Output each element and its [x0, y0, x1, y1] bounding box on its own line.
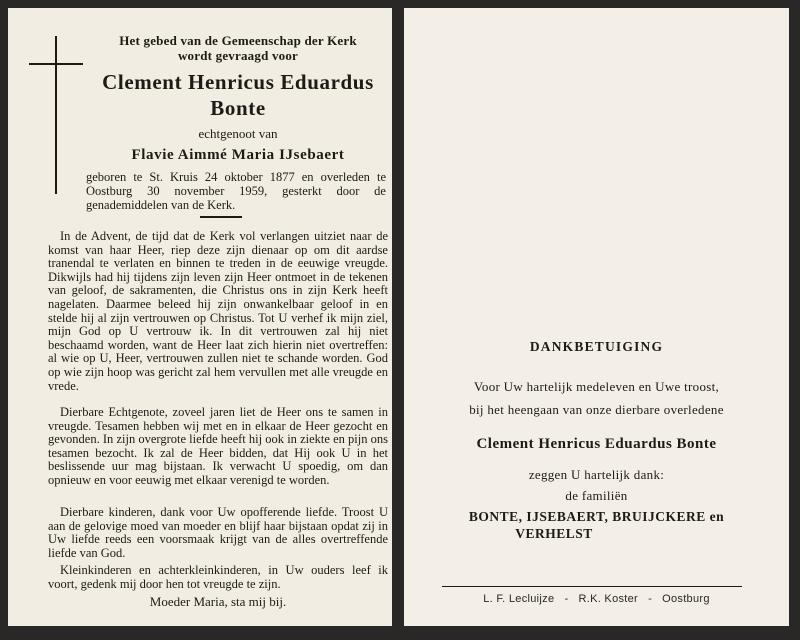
- printer-divider: [442, 586, 742, 587]
- thanks-title: DANKBETUIGING: [529, 339, 664, 354]
- memorial-paragraph-3: Dierbare kinderen, dank voor Uw opofferende liefde. Troost U aan de gelovige moed van moeder en blijf haar bijstaan opdat zij in Uw liefde reeds een voorsmaak krijgt van de alles overtreffende liefde van God.: [48, 505, 388, 560]
- intro-line-1: Het gebed van de Gemeenschap der Kerk: [119, 33, 357, 48]
- divider: [200, 216, 242, 218]
- deceased-name-line-2: Bonte: [210, 96, 266, 120]
- thanks-line-4: de familiën: [565, 488, 628, 503]
- intro-line-2: wordt gevraagd voor: [177, 48, 299, 63]
- thanks-line-1: Voor Uw hartelijk medeleven en Uwe troost,: [473, 379, 720, 394]
- cross-icon: [55, 36, 57, 194]
- closing-prayer: Moeder Maria, sta mij bij.: [149, 594, 287, 609]
- families-line-2: VERHELST: [515, 526, 593, 541]
- biography: geboren te St. Kruis 24 oktober 1877 en overleden te Oostburg 30 november 1959, gesterkt door de genademiddelen van de Kerk.: [86, 170, 386, 212]
- thanks-deceased-name: Clement Henricus Eduardus Bonte: [476, 436, 717, 452]
- deceased-name-line-1: Clement Henricus Eduardus: [102, 70, 374, 94]
- spouse-label: echtgenoot van: [198, 126, 278, 141]
- thanks-line-2: bij het heengaan van onze dierbare overledene: [469, 402, 724, 417]
- printer-credit: L. F. Lecluijze - R.K. Koster - Oostburg: [483, 593, 710, 605]
- memorial-paragraph-4: Kleinkinderen en achterkleinkinderen, in Uw ouders leef ik voort, gedenk mij door hen tot vreugde te zijn.: [48, 563, 388, 591]
- memorial-card-left: [8, 8, 392, 626]
- cross-icon-crossbar: [29, 63, 83, 65]
- memorial-paragraph-1: In de Advent, de tijd dat de Kerk vol verlangen uitziet naar de komst van haar Heer, riep deze zijn dienaar op om dit aardse tranendal te verlaten en binnen te treden in de eeuwige vreugde. Dikwijls had hij tijdens zijn leven zijn Heer ontmoet in de tekenen van geloof, de sakramenten, die Christus ons in zijn Kerk heeft nagelaten. Daarmee beleed hij zijn onwankelbaar geloof in en stelde hij al zijn vertrouwen op Christus. Tot U verhef ik mijn ziel, mijn God op U vertrouw ik. In dit vertrouwen zal hij niet beschaamd worden, want de Heer laat zich hierin niet overtreffen: al wie op U, Heer, vertrouwen zullen niet te schande worden. God op wie zijn hoop was gericht zal hem vervullen met alle vreugde en vrede.: [48, 229, 388, 393]
- spouse-name: Flavie Aimmé Maria IJsebaert: [131, 147, 345, 163]
- thanks-line-3: zeggen U hartelijk dank:: [528, 467, 665, 482]
- memorial-paragraph-2: Dierbare Echtgenote, zoveel jaren liet de Heer ons te samen in vreugde. Tesamen hebben wij met en in elkaar de Heer gezocht en gevonden. In zijn overgrote liefde heeft hij ook in ziekte en pijn ons tesamen bezocht. Ik zal de Heer bidden, dat Hij ook U in het beslissende uur mag bijstaan. Ik verwacht U spoedig, om dan opnieuw en voor eeuwig met elkaar verenigd te worden.: [48, 405, 388, 487]
- memorial-card-right: [404, 8, 789, 626]
- families-line-1: BONTE, IJSEBAERT, BRUIJCKERE en: [468, 509, 725, 524]
